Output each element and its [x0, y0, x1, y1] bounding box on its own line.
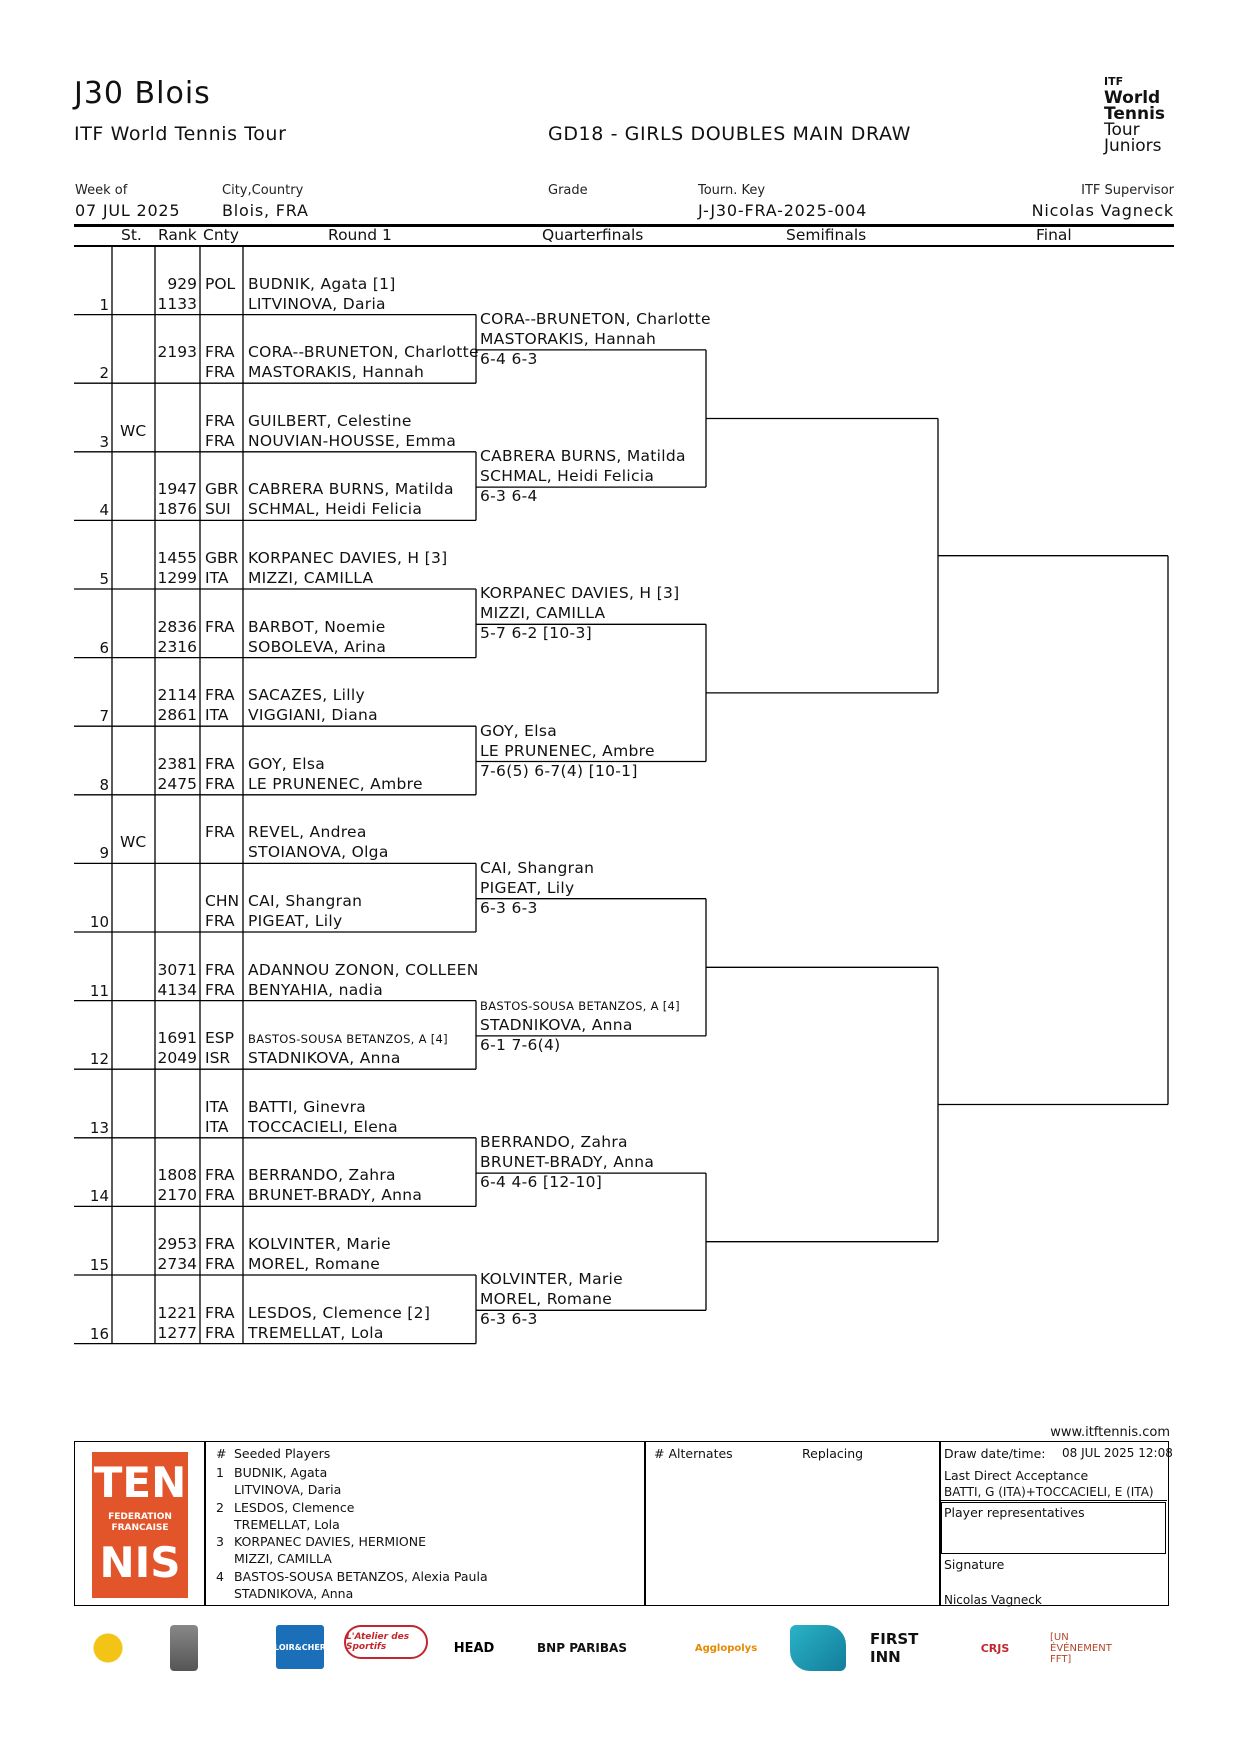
player-reps-label: Player representatives: [944, 1505, 1085, 1520]
player2-rank: 2475: [157, 774, 197, 793]
player1-country: FRA: [205, 1166, 235, 1185]
player1-country: GBR: [205, 480, 239, 499]
qf-player1-name: CAI, Shangran: [480, 858, 595, 877]
col-rank: Rank: [158, 226, 197, 244]
draw-position: 5: [99, 570, 109, 588]
seed-number: 1: [216, 1465, 224, 1480]
entry-status: WC: [120, 833, 147, 852]
tourn-key-label: Tourn. Key: [698, 183, 766, 198]
qf-player2-name: STADNIKOVA, Anna: [480, 1015, 633, 1034]
mascot-logo: [80, 1625, 150, 1671]
player2-country: FRA: [205, 1323, 235, 1342]
player1-country: GBR: [205, 549, 239, 567]
supervisor-label: ITF Supervisor: [1081, 183, 1174, 198]
seed-player1: KORPANEC DAVIES, HERMIONE: [234, 1534, 426, 1549]
footer-divider-2: [644, 1441, 646, 1605]
player1-rank: 1947: [157, 480, 197, 499]
player1-name: GOY, Elsa: [248, 754, 326, 773]
draw-position: 13: [89, 1118, 109, 1137]
draw-position: 7: [99, 707, 109, 726]
player1-name: CABRERA BURNS, Matilda: [248, 480, 454, 499]
website[interactable]: www.itftennis.com: [1050, 1425, 1170, 1440]
player1-country: FRA: [205, 1303, 235, 1322]
crjs-logo: CRJS: [980, 1641, 1010, 1655]
seed-player2: STADNIKOVA, Anna: [234, 1585, 354, 1601]
fft-logo-mid1: FEDERATION: [108, 1512, 172, 1522]
draw-position: 12: [89, 1050, 109, 1069]
player1-name: KOLVINTER, Marie: [248, 1235, 391, 1253]
player2-name: VIGGIANI, Diana: [248, 706, 378, 725]
player2-rank: 2049: [157, 1049, 197, 1068]
col-semifinals: Semifinals: [786, 226, 867, 244]
player2-rank: 2734: [157, 1255, 197, 1273]
col-quarterfinals: Quarterfinals: [542, 226, 644, 244]
qf-player1-name: CORA--BRUNETON, Charlotte: [480, 309, 711, 328]
player1-country: FRA: [205, 411, 235, 430]
player2-rank: 1876: [157, 500, 197, 519]
draw-position: 9: [99, 844, 109, 863]
fft-logo-mid2: FRANCAISE: [111, 1523, 169, 1533]
itf-logo-line2: World: [1104, 88, 1161, 108]
draw-position: 8: [99, 775, 109, 794]
player1-country: CHN: [205, 892, 240, 910]
player2-country: FRA: [205, 1255, 235, 1273]
seed-player1: BASTOS-SOUSA BETANZOS, Alexia Paula: [234, 1568, 488, 1584]
player1-name: BARBOT, Noemie: [248, 617, 386, 636]
player2-country: ITA: [205, 569, 229, 587]
draw-position: 1: [99, 295, 109, 314]
player2-name: SOBOLEVA, Arina: [248, 637, 387, 656]
fft-logo-bottom: NIS: [99, 1538, 181, 1587]
player2-name: SCHMAL, Heidi Felicia: [248, 500, 423, 519]
player1-rank: 1221: [157, 1303, 197, 1322]
draw-position: 14: [89, 1187, 109, 1206]
qf-score: 6-4 4-6 [12-10]: [480, 1173, 603, 1192]
tourn-key-value: J-J30-FRA-2025-004: [698, 201, 868, 220]
entry-status: WC: [120, 421, 147, 440]
fft-event-logo: [UN ÉVÉNEMENT FFT]: [1050, 1631, 1112, 1665]
player1-country: FRA: [205, 686, 235, 705]
tournament-title: J30 Blois: [74, 76, 211, 111]
player2-country: FRA: [205, 363, 235, 382]
draw-datetime-label: Draw date/time:: [944, 1446, 1046, 1461]
player2-country: SUI: [205, 500, 231, 519]
draw-position: 11: [89, 981, 109, 1000]
player1-rank: 929: [167, 274, 197, 293]
draw-position: 10: [89, 913, 109, 931]
col-cnty: Cnty: [203, 226, 239, 244]
draw-position: 4: [99, 501, 109, 520]
player1-country: FRA: [205, 960, 235, 979]
player2-name: MASTORAKIS, Hannah: [248, 363, 425, 382]
player1-country: ESP: [205, 1029, 234, 1048]
seed-player1: LESDOS, Clemence: [234, 1499, 355, 1515]
head-logo: HEAD: [453, 1640, 495, 1656]
player1-country: FRA: [205, 1235, 235, 1253]
fft-logo: [92, 1452, 188, 1598]
player1-name: REVEL, Andrea: [248, 823, 367, 842]
city-label: City,Country: [222, 183, 304, 198]
renault-logo: [170, 1625, 198, 1671]
week-value: 07 JUL 2025: [75, 201, 181, 220]
player1-rank: 2193: [157, 343, 197, 362]
player1-rank: 1691: [157, 1029, 197, 1048]
player1-name: BERRANDO, Zahra: [248, 1166, 396, 1185]
draw-position: 3: [99, 432, 109, 451]
player1-country: FRA: [205, 617, 235, 636]
qf-score: 6-4 6-3: [480, 349, 538, 368]
draw-position: 15: [89, 1256, 109, 1274]
footer-divider-1: [204, 1441, 206, 1605]
draw-name: GD18 - GIRLS DOUBLES MAIN DRAW: [548, 123, 911, 145]
grade-label: Grade: [548, 183, 588, 198]
player1-name: GUILBERT, Celestine: [248, 411, 412, 430]
player2-name: TREMELLAT, Lola: [248, 1323, 384, 1342]
qf-player2-name: BRUNET-BRADY, Anna: [480, 1153, 655, 1172]
qf-player2-name: PIGEAT, Lily: [480, 878, 575, 897]
week-label: Week of: [75, 183, 128, 198]
qf-score: 5-7 6-2 [10-3]: [480, 624, 592, 643]
atelier-des-sportifs-logo: L'Atelier des Sportifs: [344, 1625, 428, 1659]
player1-rank: 2836: [157, 617, 197, 636]
seed-player2: TREMELLAT, Lola: [234, 1516, 340, 1532]
player2-rank: 2861: [157, 706, 197, 725]
player2-rank: 1133: [157, 294, 197, 313]
qf-score: 6-1 7-6(4): [480, 1035, 561, 1054]
itf-logo: [1104, 74, 1165, 154]
alternates-label: # Alternates: [654, 1446, 733, 1461]
city-value: Blois, FRA: [222, 201, 309, 220]
player1-rank: 1808: [157, 1166, 197, 1185]
itf-logo-line5: Juniors: [1104, 136, 1162, 156]
qf-score: 6-3 6-4: [480, 487, 538, 506]
player2-name: MOREL, Romane: [248, 1255, 381, 1273]
player2-name: STADNIKOVA, Anna: [248, 1049, 401, 1068]
player1-rank: 2953: [157, 1235, 197, 1253]
lda-value: BATTI, G (ITA)+TOCCACIELI, E (ITA): [944, 1485, 1154, 1499]
loir-et-cher-logo: LOIR&CHER: [276, 1625, 324, 1669]
player1-name: BUDNIK, Agata [1]: [248, 274, 396, 293]
col-round1: Round 1: [328, 226, 392, 244]
lda-rule: [940, 1500, 1167, 1501]
player2-name: MIZZI, CAMILLA: [248, 569, 374, 587]
player2-rank: 4134: [157, 980, 197, 999]
seeded-label: Seeded Players: [234, 1446, 331, 1461]
qf-player1-name: BASTOS-SOUSA BETANZOS, A [4]: [480, 998, 680, 1013]
player1-name: BASTOS-SOUSA BETANZOS, A [4]: [248, 1032, 448, 1047]
draw-position: 16: [89, 1324, 109, 1343]
player1-name: LESDOS, Clemence [2]: [248, 1303, 431, 1322]
player1-country: FRA: [205, 343, 235, 362]
replacing-label: Replacing: [802, 1446, 864, 1461]
fft-logo-top: TEN: [93, 1458, 187, 1507]
player1-name: BATTI, Ginevra: [248, 1097, 367, 1116]
seed-number: 4: [216, 1568, 224, 1584]
qf-player2-name: MOREL, Romane: [480, 1290, 613, 1309]
qf-player2-name: MASTORAKIS, Hannah: [480, 329, 657, 348]
signature-label: Signature: [944, 1557, 1005, 1572]
player2-country: ITA: [205, 706, 229, 725]
player1-rank: 2381: [157, 754, 197, 773]
qf-player1-name: BERRANDO, Zahra: [480, 1133, 628, 1152]
player2-name: BRUNET-BRADY, Anna: [248, 1186, 423, 1205]
player1-name: ADANNOU ZONON, COLLEEN: [248, 960, 479, 979]
col-st: St.: [121, 226, 142, 244]
player1-rank: 2114: [157, 686, 197, 705]
draw-datetime-value: 08 JUL 2025 12:08: [1062, 1446, 1173, 1460]
agglopolys-logo: Agglopolys: [694, 1642, 758, 1654]
qf-player2-name: LE PRUNENEC, Ambre: [480, 741, 655, 760]
player2-name: PIGEAT, Lily: [248, 912, 343, 930]
player2-country: FRA: [205, 431, 235, 450]
player2-country: FRA: [205, 980, 235, 999]
player1-country: POL: [205, 274, 236, 293]
player2-rank: 1299: [157, 569, 197, 587]
player2-name: NOUVIAN-HOUSSE, Emma: [248, 431, 457, 450]
qf-player1-name: GOY, Elsa: [480, 721, 558, 740]
seeded-hash: #: [216, 1446, 227, 1461]
player1-rank: 3071: [157, 960, 197, 979]
player1-name: CORA--BRUNETON, Charlotte: [248, 343, 479, 362]
itf-logo-line4: Tour: [1104, 120, 1140, 140]
player2-country: ITA: [205, 1117, 229, 1136]
column-header-rule: [74, 245, 1174, 247]
player2-country: FRA: [205, 912, 235, 930]
player1-name: SACAZES, Lilly: [248, 686, 365, 705]
qf-player1-name: CABRERA BURNS, Matilda: [480, 447, 686, 466]
qf-player2-name: MIZZI, CAMILLA: [480, 604, 606, 623]
qf-player2-name: SCHMAL, Heidi Felicia: [480, 467, 655, 486]
seed-player1: BUDNIK, Agata: [234, 1465, 328, 1480]
player2-rank: 2170: [157, 1186, 197, 1205]
qf-score: 6-3 6-3: [480, 1310, 538, 1329]
blois-logo: [790, 1625, 846, 1671]
player2-name: BENYAHIA, nadia: [248, 980, 384, 999]
seed-player2: MIZZI, CAMILLA: [234, 1551, 332, 1566]
player2-country: ISR: [205, 1049, 231, 1068]
player1-name: CAI, Shangran: [248, 892, 363, 910]
player1-name: KORPANEC DAVIES, H [3]: [248, 549, 448, 567]
player2-country: FRA: [205, 1186, 235, 1205]
qf-score: 6-3 6-3: [480, 898, 538, 917]
itf-logo-line1: ITF: [1104, 75, 1124, 88]
player2-country: FRA: [205, 774, 235, 793]
player2-rank: 1277: [157, 1323, 197, 1342]
player1-country: ITA: [205, 1097, 229, 1116]
draw-position: 2: [99, 364, 109, 383]
seed-player2: LITVINOVA, Daria: [234, 1482, 342, 1497]
col-final: Final: [1036, 226, 1072, 244]
itf-logo-line3: Tennis: [1104, 104, 1166, 124]
player1-country: FRA: [205, 823, 235, 842]
bnp-paribas-logo: BNP PARIBAS: [537, 1641, 627, 1655]
player2-rank: 2316: [157, 637, 197, 656]
qf-score: 7-6(5) 6-7(4) [10-1]: [480, 761, 638, 780]
first-inn-logo: FIRST INN: [870, 1630, 919, 1666]
seed-number: 2: [216, 1499, 224, 1515]
draw-position: 6: [99, 638, 109, 657]
qf-player1-name: KOLVINTER, Marie: [480, 1270, 623, 1289]
lda-label: Last Direct Acceptance: [944, 1468, 1089, 1483]
player1-country: FRA: [205, 754, 235, 773]
player2-name: LE PRUNENEC, Ambre: [248, 774, 423, 793]
qf-player1-name: KORPANEC DAVIES, H [3]: [480, 584, 680, 603]
player2-name: LITVINOVA, Daria: [248, 294, 386, 313]
tour-name: ITF World Tennis Tour: [74, 123, 287, 145]
player2-name: TOCCACIELI, Elena: [248, 1117, 398, 1136]
seed-number: 3: [216, 1534, 224, 1549]
player2-name: STOIANOVA, Olga: [248, 843, 389, 862]
player1-rank: 1455: [157, 549, 197, 567]
signature-value: Nicolas Vagneck: [944, 1593, 1042, 1607]
supervisor-value: Nicolas Vagneck: [1031, 201, 1174, 220]
